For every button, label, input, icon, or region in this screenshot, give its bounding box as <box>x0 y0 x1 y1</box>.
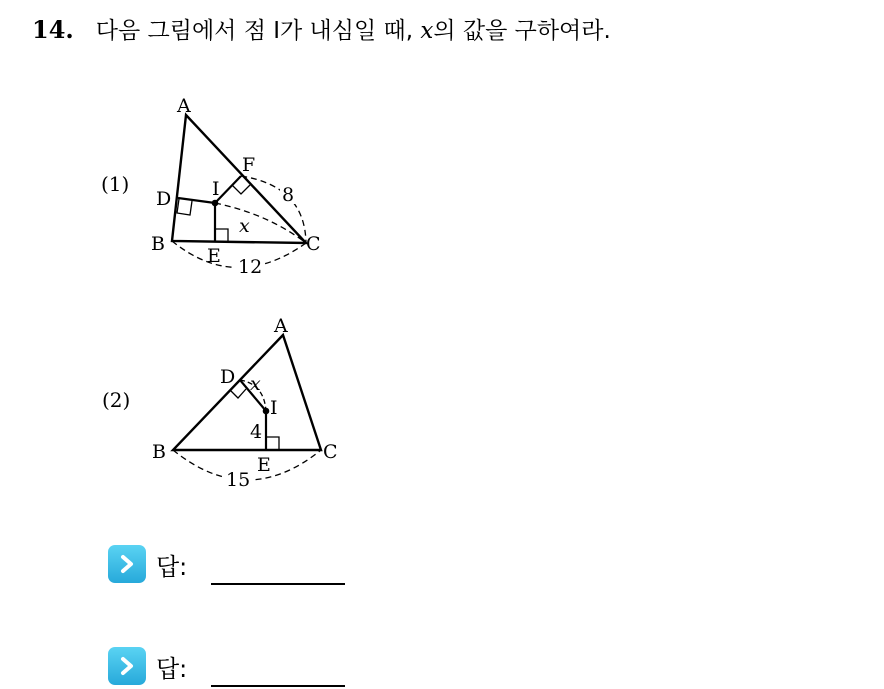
right-angle-mark-f <box>232 185 250 194</box>
answer-blank-1[interactable] <box>211 553 345 585</box>
point-label-e-2: E <box>257 454 271 476</box>
right-angle-mark-d-2 <box>230 389 246 398</box>
point-label-a-2: A <box>274 315 288 337</box>
figure-1-triangle <box>140 88 340 283</box>
answer-row-2 <box>108 644 345 688</box>
figure-2-triangle <box>140 310 350 495</box>
point-label-c-1: C <box>306 233 321 255</box>
point-label-b-1: B <box>151 233 165 255</box>
question-header <box>32 12 611 45</box>
question-text-before: 다음 그림에서 점 I가 내심일 때, <box>95 18 421 44</box>
right-angle-mark-d <box>177 199 192 215</box>
subproblem-1-label: (1) <box>101 172 130 196</box>
answer-label: 답: <box>156 654 188 683</box>
subproblem-2-label: (2) <box>102 388 131 412</box>
length-label-x-2: x <box>250 373 261 395</box>
point-label-b-2: B <box>152 441 166 463</box>
question-variable: x <box>420 18 434 44</box>
answer-label: 답: <box>156 552 188 581</box>
point-label-a-1: A <box>177 95 191 117</box>
right-angle-mark-e <box>215 229 228 242</box>
segment-id-1 <box>178 198 215 203</box>
point-label-c-2: C <box>323 441 338 463</box>
chevron-right-icon <box>108 647 146 685</box>
length-label-8: 8 <box>282 184 295 206</box>
length-label-15: 15 <box>226 469 251 491</box>
answer-blank-2[interactable] <box>211 655 345 687</box>
point-label-d-1: D <box>156 188 172 210</box>
point-label-f-1: F <box>242 154 256 176</box>
length-label-4: 4 <box>250 421 263 443</box>
length-label-x-1: x <box>239 215 250 237</box>
right-angle-mark-e-2 <box>266 437 279 450</box>
question-text-after: 의 값을 구하여라. <box>433 18 611 44</box>
answer-row-1 <box>108 542 345 586</box>
question-number: 14. <box>32 15 74 44</box>
point-label-i-2: I <box>270 397 278 419</box>
triangle-abc-2 <box>173 335 321 450</box>
point-label-i-1: I <box>212 178 220 200</box>
point-label-d-2: D <box>220 366 236 388</box>
chevron-right-icon <box>108 545 146 583</box>
point-label-e-1: E <box>207 245 221 267</box>
length-label-12: 12 <box>238 256 263 278</box>
